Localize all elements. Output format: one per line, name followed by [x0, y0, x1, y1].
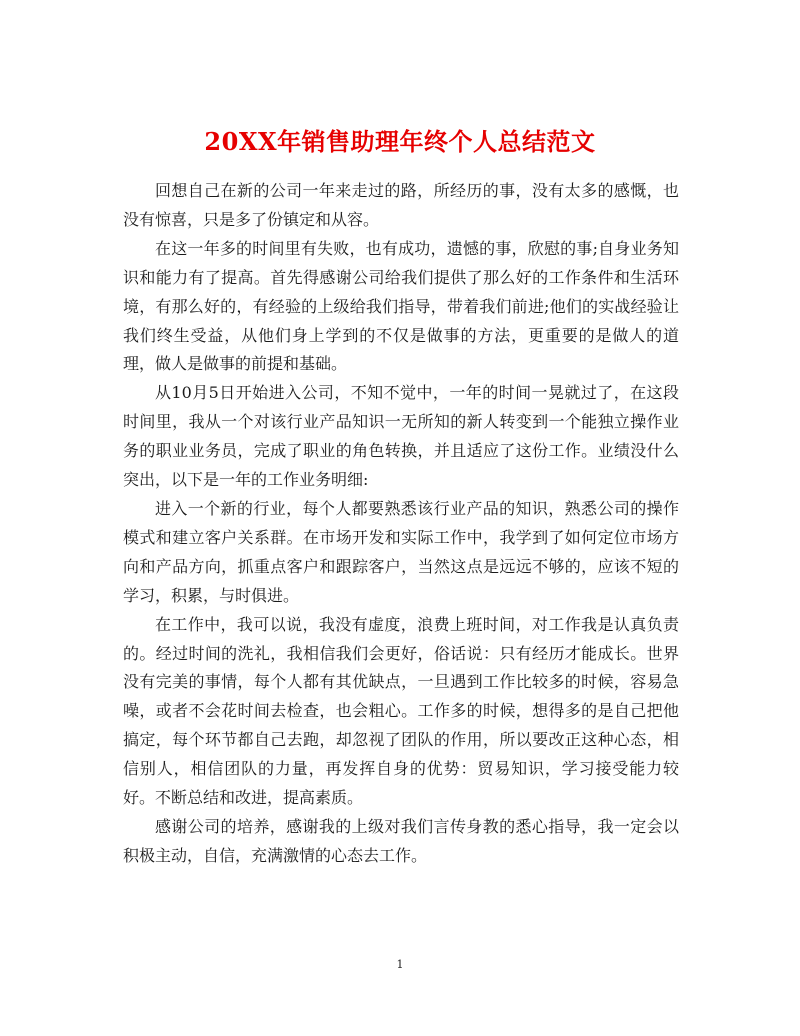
paragraph: 进入一个新的行业，每个人都要熟悉该行业产品的知识，熟悉公司的操作模式和建立客户关系群。在市场开发和实际工作中，我学到了如何定位市场方向和产品方向，抓重点客户和跟踪客户，当然这点是远远不够的，应该不短的学习，积累，与时俱进。	[123, 498, 679, 605]
paragraph: 在这一年多的时间里有失败，也有成功，遗憾的事，欣慰的事;自身业务知识和能力有了提高。首先得感谢公司给我们提供了那么好的工作条件和生活环境，有那么好的，有经验的上级给我们指导，带着我们前进;他们的实战经验让我们终生受益，从他们身上学到的不仅是做事的方法，更重要的是做人的道理，做人是做事的前提和基础。	[123, 238, 679, 374]
paragraph: 回想自己在新的公司一年来走过的路，所经历的事，没有太多的感慨，也没有惊喜，只是多了份镇定和从容。	[123, 181, 679, 229]
document-body	[123, 177, 679, 871]
paragraph: 从10月5日开始进入公司，不知不觉中，一年的时间一晃就过了，在这段时间里，我从一个对该行业产品知识一无所知的新人转变到一个能独立操作业务的职业业务员，完成了职业的角色转换，并且适应了这份工作。业绩没什么突出，以下是一年的工作业务明细:	[123, 383, 679, 490]
paragraph: 在工作中，我可以说，我没有虚度，浪费上班时间，对工作我是认真负责的。经过时间的洗礼，我相信我们会更好，俗话说：只有经历才能成长。世界没有完美的事情，每个人都有其优缺点，一旦遇到工作比较多的时候，容易急噪，或者不会花时间去检查，也会粗心。工作多的时候，想得多的是自己把他搞定，每个环节都自己去跑，却忽视了团队的作用，所以要改正这种心态，相信别人，相信团队的力量，再发挥自身的优势：贸易知识，学习接受能力较好。不断总结和改进，提高素质。	[123, 614, 679, 808]
page-number: 1	[396, 958, 404, 971]
paragraph: 感谢公司的培养，感谢我的上级对我们言传身教的悉心指导，我一定会以积极主动，自信，充满激情的心态去工作。	[123, 816, 679, 865]
document-title: 20XX年销售助理年终个人总结范文	[204, 127, 596, 157]
